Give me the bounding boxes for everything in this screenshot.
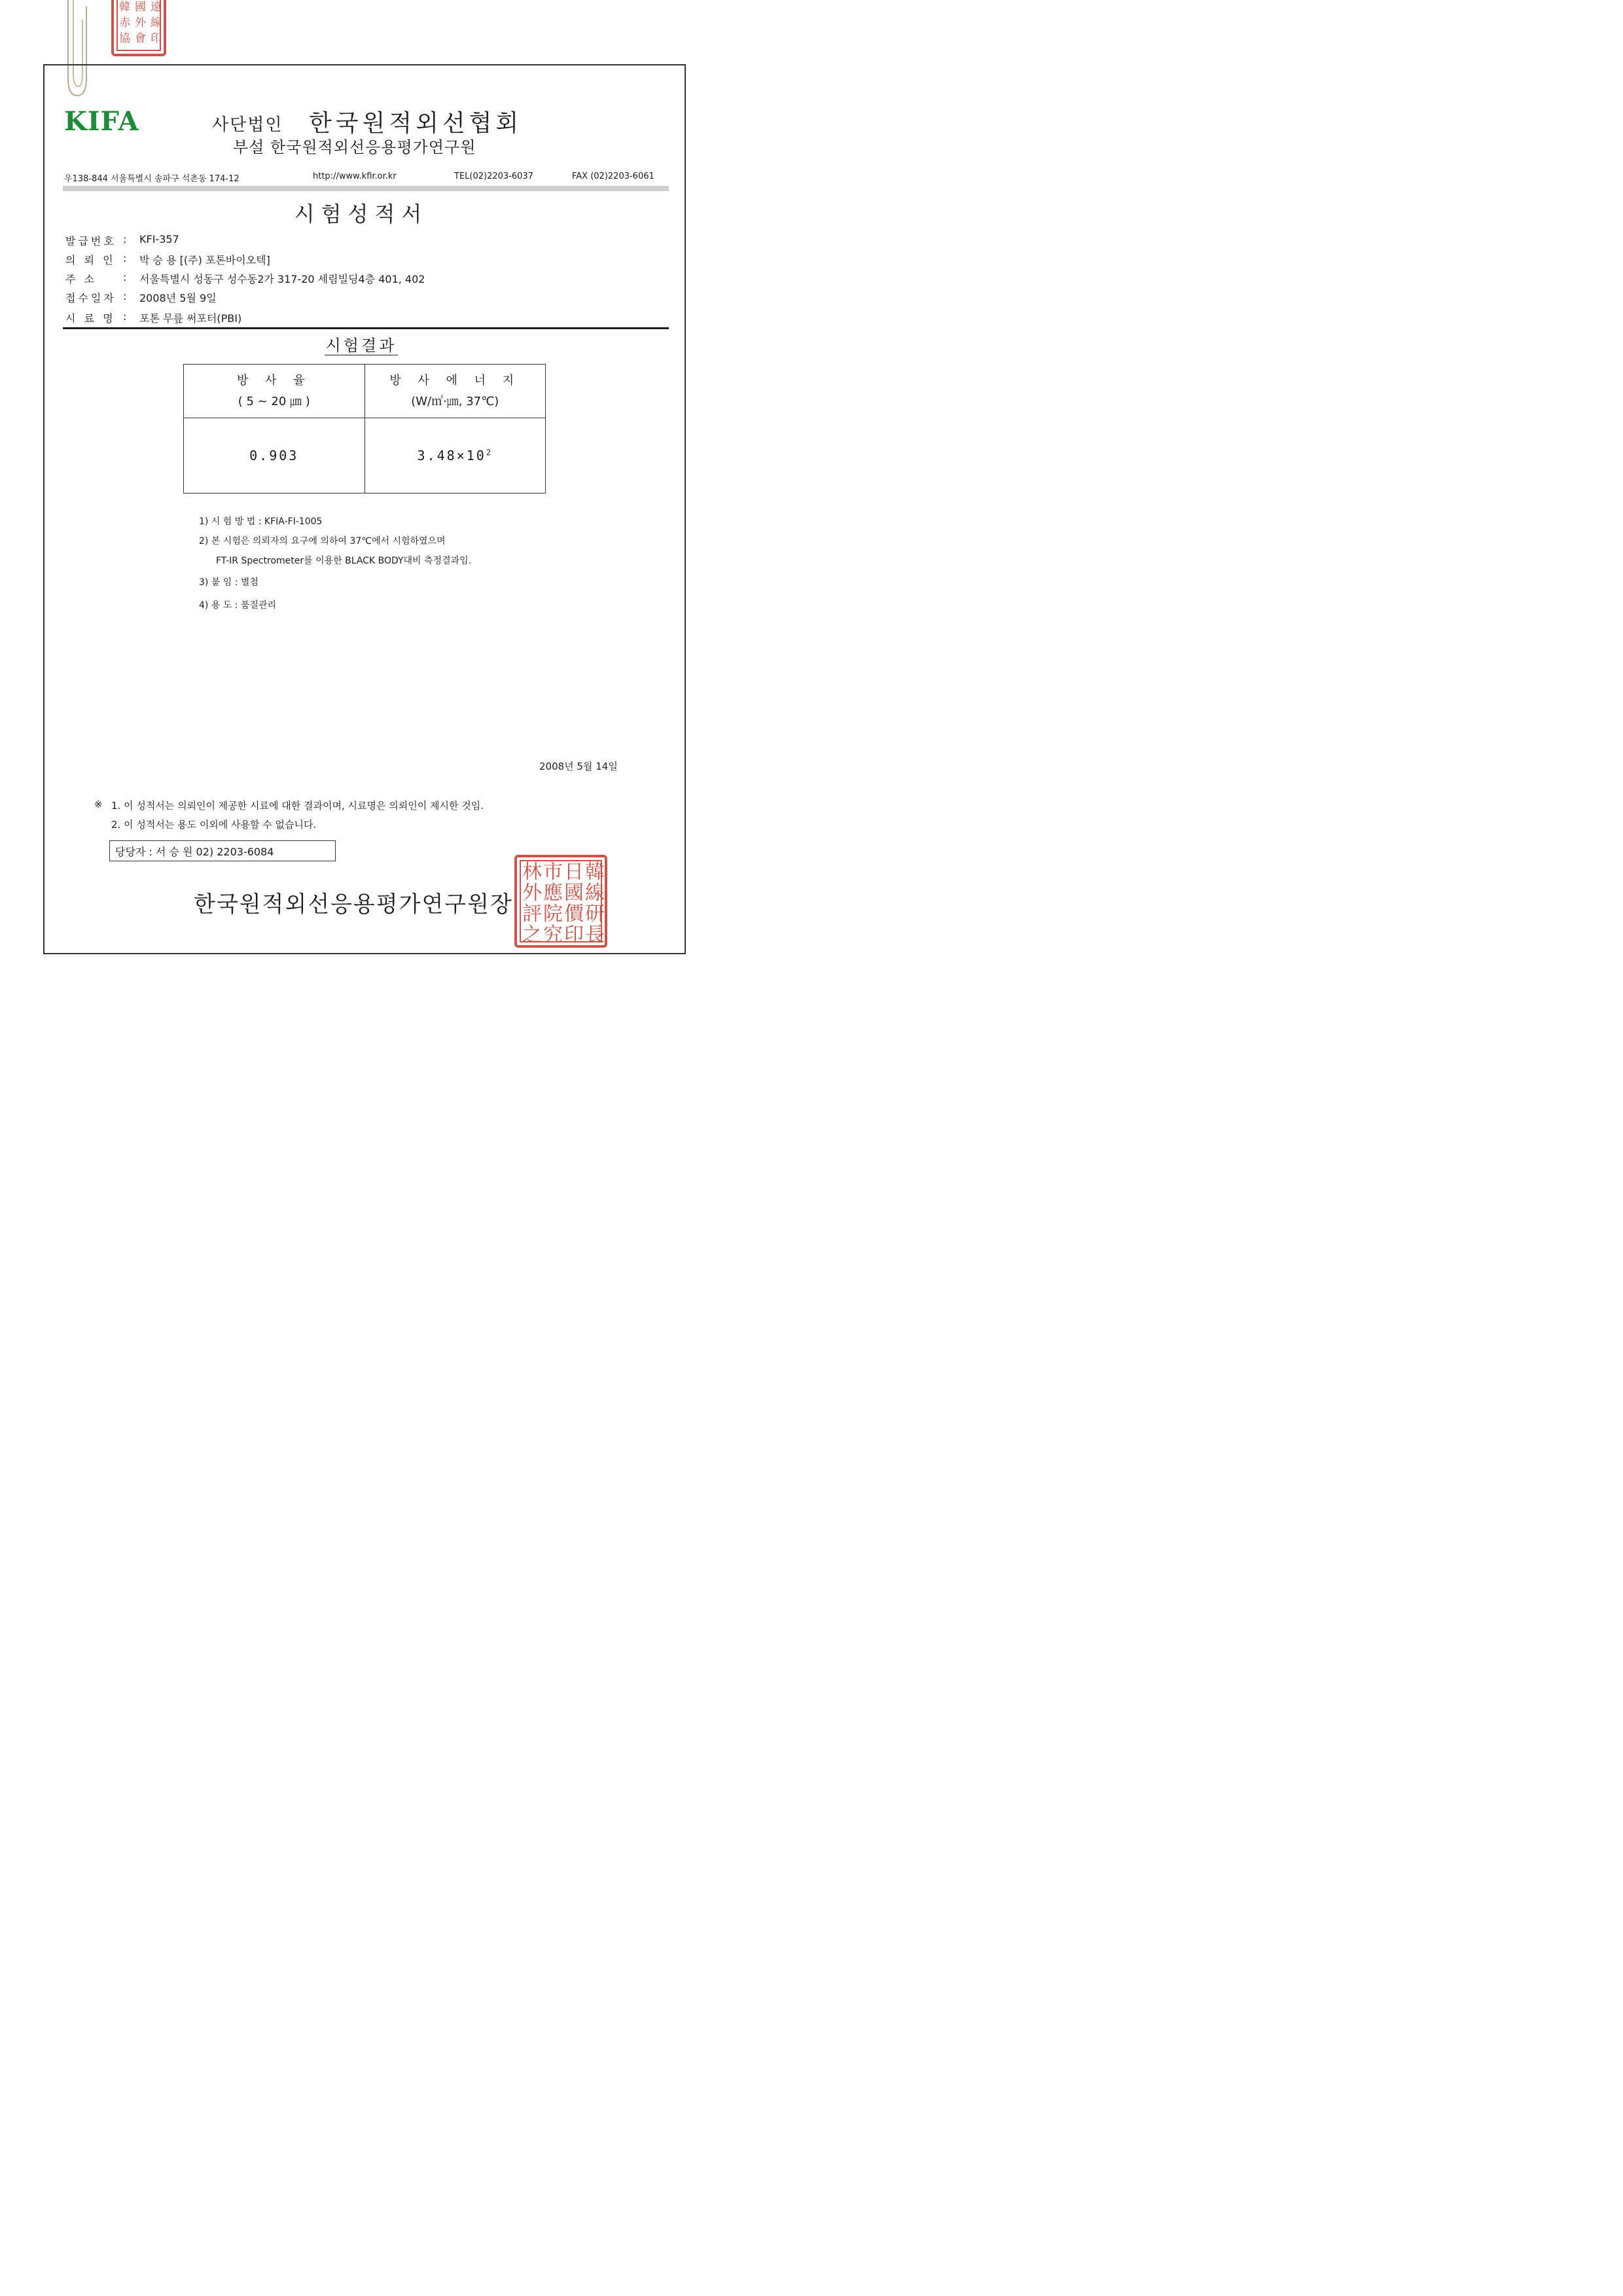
note-test-method: 1) 시 험 방 법 : KFIA-FI-1005 [199,516,323,527]
field-value-sample-name: 포톤 무릎 써포터(PBI) [139,312,242,325]
radiant-energy-value: 3.48×10 [417,448,486,463]
org-prefix: 사단법인 [212,115,283,135]
seal-glyph: 市 [543,861,563,884]
seal-glyph: 之 [522,924,542,946]
header-divider [63,186,669,191]
radiant-energy-exponent: 2 [486,448,493,457]
seal-glyph: 研 [585,903,605,925]
contact-fax: FAX (02)2203-6061 [572,171,654,181]
contact-person-box: 당당자 : 서 승 원 02) 2203-6084 [109,840,336,861]
radiant-energy-cell [365,418,546,493]
seal-glyph: 印 [151,32,162,45]
bottom-official-seal [514,855,607,948]
seal-glyph: 長 [585,924,605,946]
seal-glyph: 院 [543,903,563,925]
field-value-address: 서울특별시 성동구 성수동2가 317-20 세림빌딩4층 401, 402 [139,273,425,285]
seal-glyph: 赤 [119,16,130,29]
note-measurement: FT-IR Spectrometer를 이용한 BLACK BODY대비 측정결과임. [216,556,472,566]
field-colon: : [123,233,127,245]
fields-divider [63,327,669,329]
note-test-condition: 2) 본 시험은 의뢰자의 요구에 의하여 37℃에서 시험하였으며 [199,536,446,547]
note-attachment: 3) 붙 임 : 별첨 [199,577,259,588]
field-value-received-date: 2008년 5월 9일 [139,292,217,304]
seal-glyph: 線 [151,16,162,29]
org-subtitle: 부설 한국원적외선응용평가연구원 [233,138,476,156]
org-name: 한국원적외선협회 [309,110,523,137]
field-value-client: 박 승 용 [(주) 포톤바이오텍] [139,254,270,266]
field-value-issue-number: KFI-357 [139,233,179,245]
results-title [0,332,722,355]
disclaimer-mark: ※ [94,798,103,810]
field-label-client: 의 뢰 인 [65,254,116,266]
document-title: 시험성적서 [294,202,429,226]
seal-glyph: 協 [119,32,130,45]
contact-address: 우138-844 서울특별시 송파구 석촌동 174-12 [64,174,240,184]
radiant-energy-header: 방 사 에 너 지 [389,373,521,387]
seal-glyph: 究 [543,924,563,946]
emissivity-header: 방 사 율 [236,373,312,387]
field-colon: : [123,252,127,264]
seal-glyph: 日 [564,861,584,884]
top-official-seal [111,0,166,56]
field-label-address: 주 소 [65,273,97,285]
seal-glyph: 國 [135,1,146,14]
seal-glyph: 應 [543,882,563,905]
seal-glyph: 價 [564,903,584,925]
seal-glyph: 韓 [119,1,130,14]
seal-glyph: 國 [564,882,584,905]
results-title-text: 시험결과 [325,336,397,355]
note-purpose: 4) 용 도 : 품질관리 [199,600,277,611]
seal-glyph: 評 [522,903,542,925]
table-header-radiant-energy [365,365,546,418]
seal-glyph: 外 [135,16,146,29]
seal-glyph: 線 [585,882,605,905]
issue-date: 2008년 5월 14일 [539,761,618,772]
seal-glyph: 印 [564,924,584,946]
contact-tel: TEL(02)2203-6037 [454,171,533,181]
signer-name: 한국원적외선응용평가연구원장 [194,891,513,918]
field-colon: : [123,271,127,283]
seal-glyph: 遠 [151,1,162,14]
table-row [184,418,546,493]
seal-glyph: 林 [522,861,542,884]
seal-glyph: 外 [522,882,542,905]
radiant-energy-subheader: (W/㎡·㎛, 37℃) [411,394,499,408]
field-colon: : [123,290,127,302]
disclaimer-line-1: 1. 이 성적서는 의뢰인이 제공한 시료에 대한 결과이며, 시료명은 의뢰인이 제시한 것임. [111,800,484,812]
field-colon: : [123,310,127,323]
seal-glyph: 會 [135,32,146,45]
emissivity-subheader: ( 5 ~ 20 ㎛ ) [238,394,310,408]
kifa-logo: KIFA [64,106,139,137]
field-label-issue-number: 발급번호 [65,235,116,247]
contact-website: http://www.kfir.or.kr [313,171,397,181]
disclaimer-line-2: 2. 이 성적서는 용도 이외에 사용할 수 없습니다. [111,819,317,831]
field-label-received-date: 접수일자 [65,292,116,304]
table-header-emissivity [184,365,365,418]
results-table [183,364,546,493]
field-label-sample-name: 시 료 명 [65,312,116,325]
emissivity-value: 0.903 [184,418,365,493]
seal-glyph: 韓 [585,861,605,884]
